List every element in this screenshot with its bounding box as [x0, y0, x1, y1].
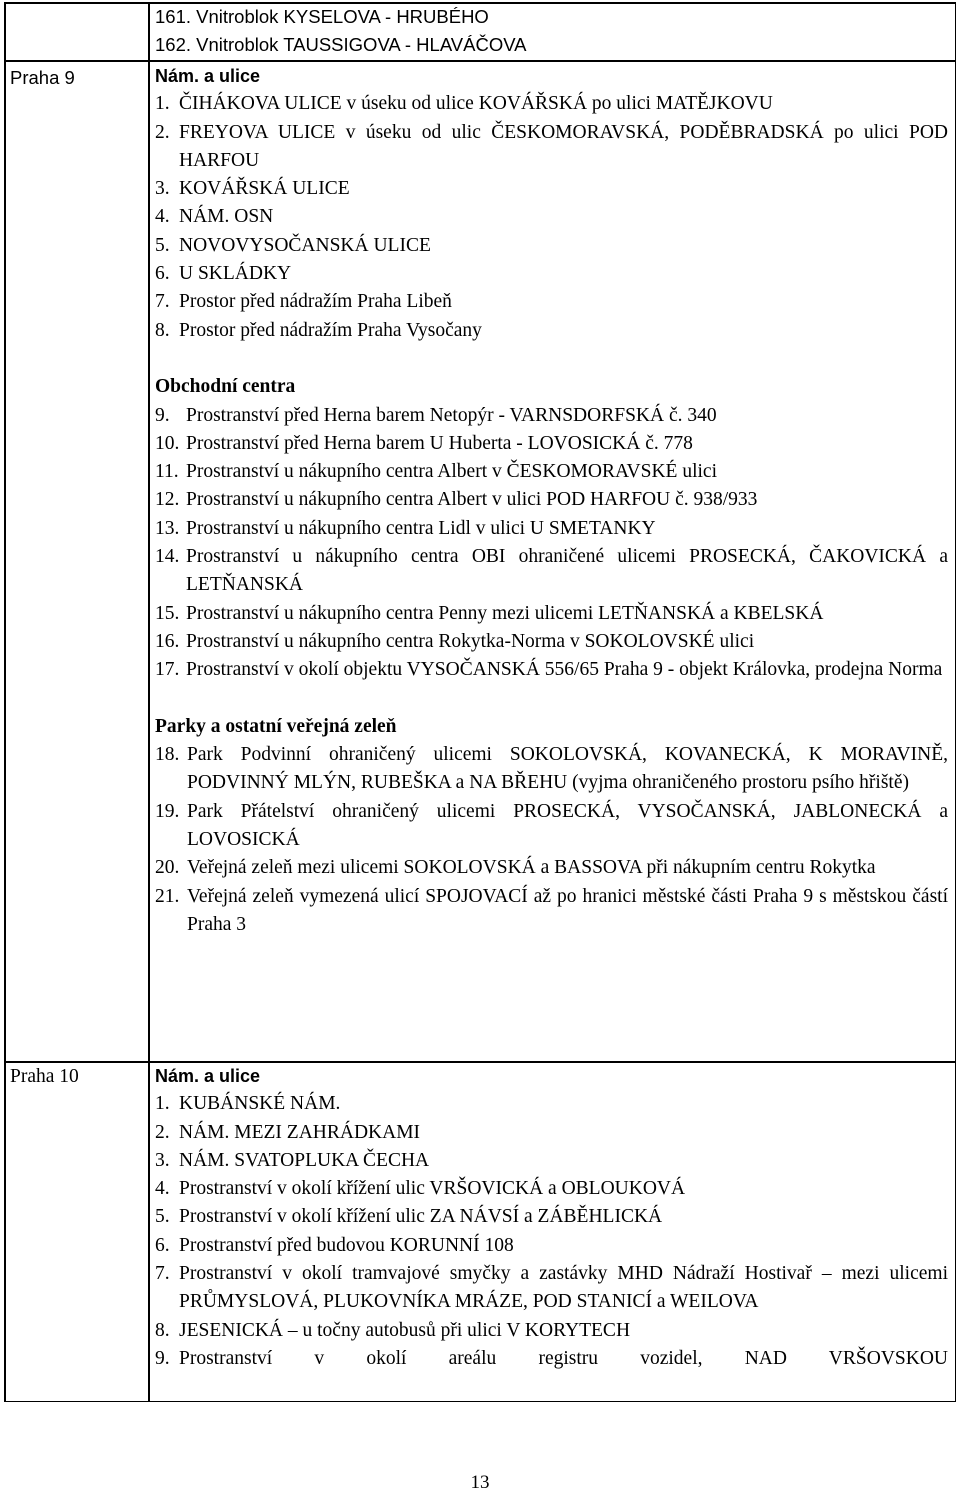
list-item: 15. Prostranství u nákupního centra Penny mezi ulicemi LETŇANSKÁ a KBELSKÁ — [155, 602, 824, 624]
list-item: 18. Park Podvinní ohraničený ulicemi SOKOLOVSKÁ, KOVANECKÁ, K MORAVINĚ, PODVINNÝ MLÝN, RUBEŠKA a NA BŘEHU (vyjma ohraničeného prostoru psího hřiště) — [155, 744, 948, 794]
list-item: 17. Prostranství v okolí objektu VYSOČANSKÁ 556/65 Praha 9 - objekt Královka, prodejna Norma — [155, 659, 943, 681]
list-item: 11. Prostranství u nákupního centra Albert v ČESKOMORAVSKÉ ulici — [155, 461, 717, 483]
continuation-items — [155, 3, 948, 60]
list-item: 21. Veřejná zeleň vymezená ulicí SPOJOVACÍ až po hranici městské části Praha 9 s městskou částí Praha 3 — [155, 885, 948, 935]
list-item: 1. KUBÁNSKÉ NÁM. — [155, 1093, 341, 1115]
section-heading: Nám. a ulice — [155, 1066, 261, 1086]
page-number: 13 — [470, 1472, 490, 1493]
list-item: 19. Park Přátelství ohraničený ulicemi PROSECKÁ, VYSOČANSKÁ, JABLONECKÁ a LOVOSICKÁ — [155, 800, 948, 851]
table-border-bottom — [4, 1401, 956, 1403]
list-item: 7. Prostor před nádražím Praha Libeň — [155, 291, 452, 313]
list-item: 8. Prostor před nádražím Praha Vysočany — [155, 319, 482, 341]
list-item: 4. NÁM. OSN — [155, 206, 274, 228]
list-item: 13. Prostranství u nákupního centra Lidl v ulici U SMETANKY — [155, 517, 656, 539]
list-item: 20. Veřejná zeleň mezi ulicemi SOKOLOVSKÁ a BASSOVA při nákupním centru Rokytka — [155, 857, 876, 879]
section-heading: Obchodní centra — [155, 376, 296, 398]
table-column-divider — [148, 2, 150, 1402]
list-item: 162. Vnitroblok TAUSSIGOVA - HLAVÁČOVA — [155, 34, 527, 56]
list-item: 161. Vnitroblok KYSELOVA - HRUBÉHO — [155, 6, 489, 27]
list-item: 14. Prostranství u nákupního centra OBI ohraničené ulicemi PROSECKÁ, ČAKOVICKÁ a LETŇANSKÁ — [155, 546, 948, 596]
list-item: 6. U SKLÁDKY — [155, 263, 292, 285]
list-item: 10. Prostranství před Herna barem U Huberta - LOVOSICKÁ č. 778 — [155, 432, 693, 454]
list-item: 9. Prostranství v okolí areálu registru vozidel, NAD VRŠOVSKOU — [155, 1347, 948, 1369]
list-item: 7. Prostranství v okolí tramvajové smyčky a zastávky MHD Nádraží Hostivař – mezi ulicemi PRŮMYSLOVÁ, PLUKOVNÍKA MRÁZE, POD STANICÍ a WEILOVA — [155, 1263, 948, 1313]
list-item: 1. ČIHÁKOVA ULICE v úseku od ulice KOVÁŘSKÁ po ulici MATĚJKOVU — [155, 93, 773, 115]
table-border-right — [955, 2, 957, 1402]
district-label-praha10: Praha 10 — [10, 1066, 79, 1087]
list-item: 12. Prostranství u nákupního centra Albert v ulici POD HARFOU č. 938/933 — [155, 489, 758, 511]
list-item: 8. JESENICKÁ – u točny autobusů při ulici V KORYTECH — [155, 1319, 631, 1341]
list-item: 16. Prostranství u nákupního centra Rokytka-Norma v SOKOLOVSKÉ ulici — [155, 630, 755, 652]
table-border-left — [4, 2, 6, 1402]
praha9-content — [155, 62, 948, 939]
list-item: 9. Prostranství před Herna barem Netopýr - VARNSDORFSKÁ č. 340 — [155, 404, 717, 426]
list-item: 3. NÁM. SVATOPLUKA ČECHA — [155, 1149, 430, 1171]
section-heading: Nám. a ulice — [155, 66, 261, 86]
praha10-content — [155, 1062, 948, 1373]
section-heading: Parky a ostatní veřejná zeleň — [155, 715, 397, 737]
list-item: 5. NOVOVYSOČANSKÁ ULICE — [155, 234, 431, 256]
list-item: 2. FREYOVA ULICE v úseku od ulic ČESKOMORAVSKÁ, PODĚBRADSKÁ po ulici POD HARFOU — [155, 121, 948, 171]
district-label-praha9: Praha 9 — [10, 67, 75, 88]
list-item: 5. Prostranství v okolí křížení ulic ZA NÁVSÍ a ZÁBĚHLICKÁ — [155, 1206, 663, 1228]
list-item: 3. KOVÁŘSKÁ ULICE — [155, 178, 350, 200]
list-item: 2. NÁM. MEZI ZAHRÁDKAMI — [155, 1121, 421, 1143]
list-item: 4. Prostranství v okolí křížení ulic VRŠOVICKÁ a OBLOUKOVÁ — [155, 1178, 686, 1200]
list-item: 6. Prostranství před budovou KORUNNÍ 108 — [155, 1234, 514, 1256]
